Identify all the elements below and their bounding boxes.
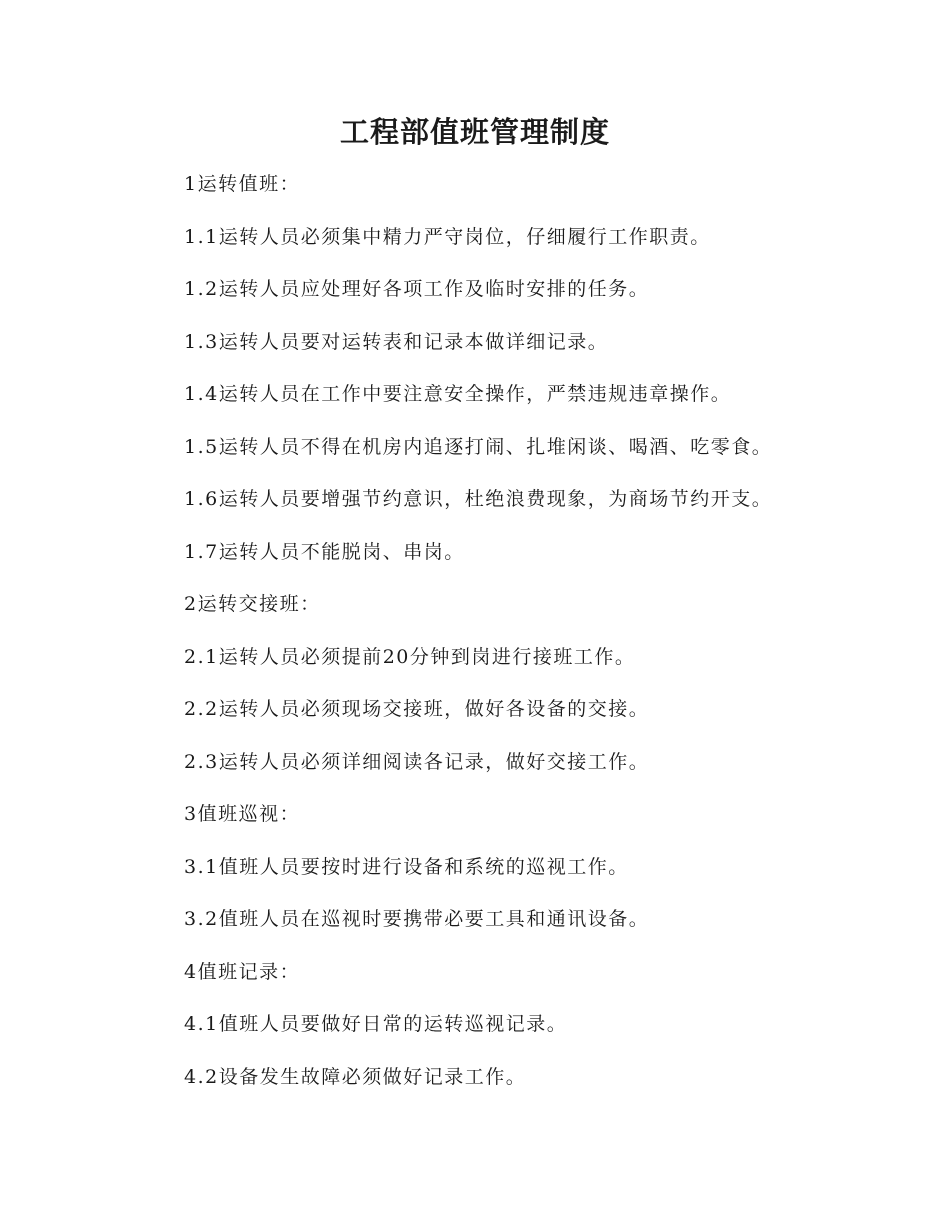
paragraph-1-3: 1.3运转人员要对运转表和记录本做详细记录。 xyxy=(184,330,609,353)
section-heading-1: 1运转值班： xyxy=(184,173,301,195)
paragraph-1-2: 1.2运转人员应处理好各项工作及临时安排的任务。 xyxy=(184,278,650,300)
paragraph-1-5: 1.5运转人员不得在机房内追逐打闹、扎堆闲谈、喝酒、吃零食。 xyxy=(184,435,773,458)
section-heading-2: 2运转交接班： xyxy=(184,593,321,615)
paragraph-1-1: 1.1运转人员必须集中精力严守岗位，仔细履行工作职责。 xyxy=(184,225,711,248)
document-title: 工程部值班管理制度 xyxy=(339,115,610,149)
paragraph-3-2: 3.2值班人员在巡视时要携带必要工具和通讯设备。 xyxy=(184,908,650,930)
document-body xyxy=(184,170,924,1115)
paragraph-4-1: 4.1值班人员要做好日常的运转巡视记录。 xyxy=(184,1013,568,1035)
paragraph-1-7: 1.7运转人员不能脱岗、串岗。 xyxy=(184,540,465,563)
paragraph-3-1: 3.1值班人员要按时进行设备和系统的巡视工作。 xyxy=(184,855,629,878)
paragraph-2-3: 2.3运转人员必须详细阅读各记录，做好交接工作。 xyxy=(184,750,650,773)
paragraph-2-1: 2.1运转人员必须提前20分钟到岗进行接班工作。 xyxy=(184,645,636,668)
paragraph-4-2: 4.2设备发生故障必须做好记录工作。 xyxy=(184,1065,527,1088)
paragraph-1-6: 1.6运转人员要增强节约意识，杜绝浪费现象，为商场节约开支。 xyxy=(184,488,773,510)
section-heading-3: 3值班巡视： xyxy=(184,803,301,825)
section-heading-4: 4值班记录： xyxy=(184,960,301,983)
paragraph-2-2: 2.2运转人员必须现场交接班，做好各设备的交接。 xyxy=(184,698,650,720)
paragraph-1-4: 1.4运转人员在工作中要注意安全操作，严禁违规违章操作。 xyxy=(184,383,732,405)
